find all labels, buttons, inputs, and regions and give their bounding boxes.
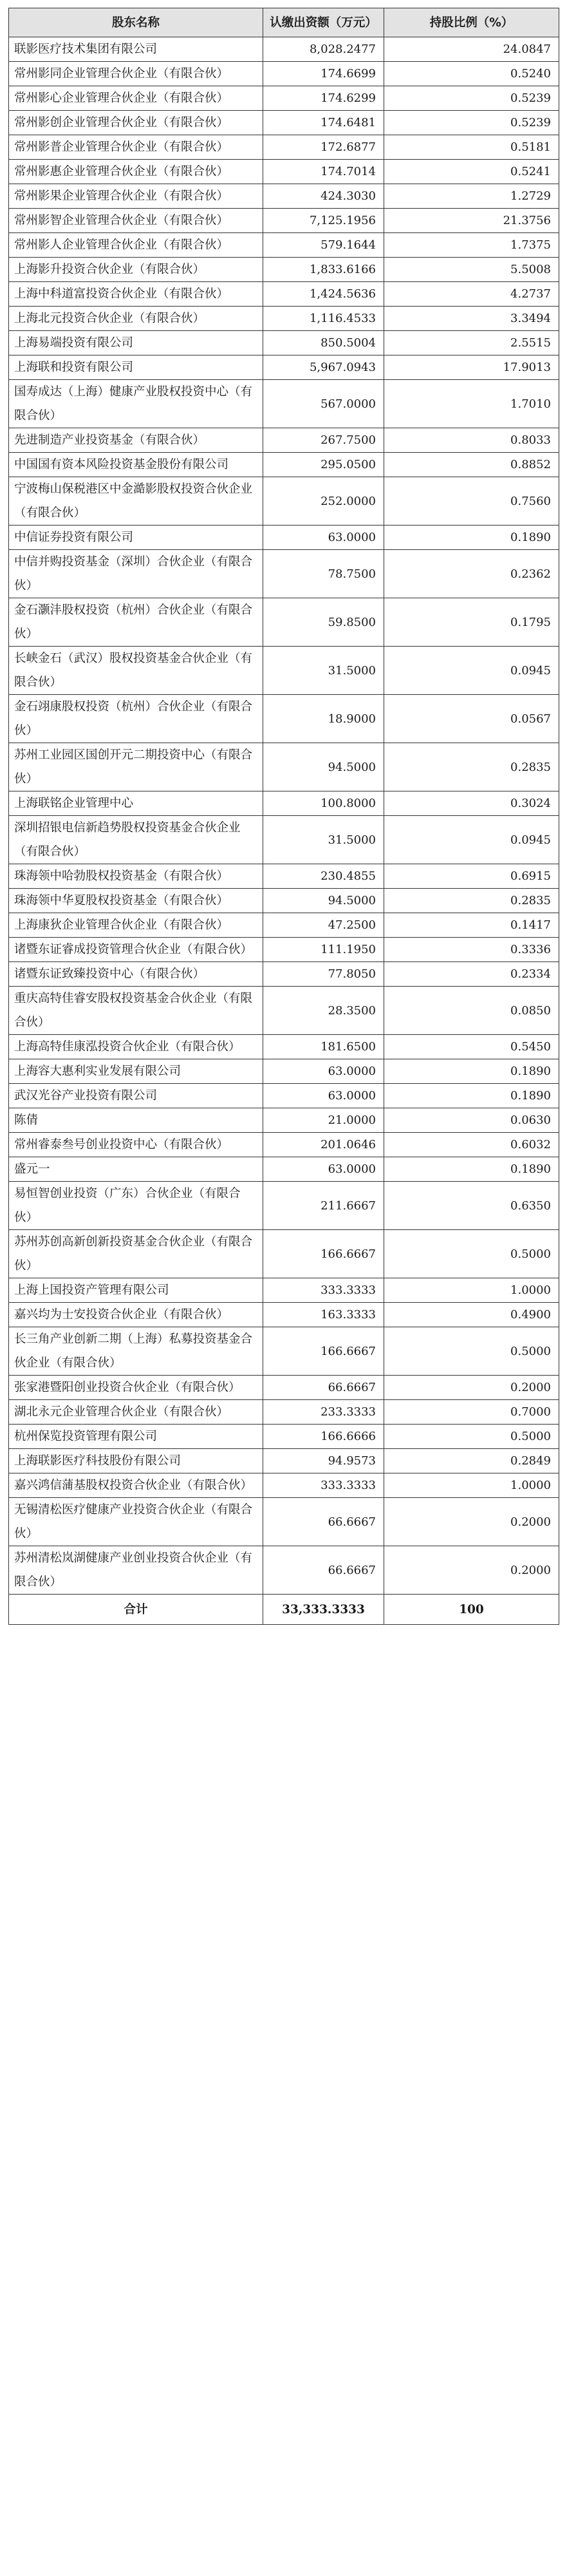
shareholder-name-cell: 常州影智企业管理合伙企业（有限合伙） [9, 209, 263, 233]
shareholder-name-cell: 深圳招银电信新趋势股权投资基金合伙企业（有限合伙） [9, 816, 263, 864]
subscribed-capital-cell: 252.0000 [263, 477, 384, 526]
table-row [9, 62, 559, 86]
shareholder-name-cell: 珠海领中哈勃股权投资基金（有限合伙） [9, 864, 263, 889]
table-row [9, 37, 559, 62]
subscribed-capital-cell: 77.8050 [263, 962, 384, 987]
subscribed-capital-cell: 181.6500 [263, 1035, 384, 1059]
shareholder-name-cell: 常州影人企业管理合伙企业（有限合伙） [9, 233, 263, 258]
table-row [9, 1157, 559, 1182]
shareholding-ratio-cell: 0.2835 [384, 743, 559, 791]
shareholding-ratio-cell: 1.7010 [384, 380, 559, 428]
shareholder-name-cell: 常州影惠企业管理合伙企业（有限合伙） [9, 160, 263, 184]
table-row [9, 233, 559, 258]
subscribed-capital-cell: 31.5000 [263, 647, 384, 695]
table-row [9, 791, 559, 816]
shareholder-name-cell: 上海联和投资有限公司 [9, 355, 263, 380]
shareholder-name-cell: 盛元一 [9, 1157, 263, 1182]
shareholding-ratio-cell: 0.5240 [384, 62, 559, 86]
shareholding-ratio-cell: 0.2334 [384, 962, 559, 987]
table-row [9, 1108, 559, 1133]
shareholder-name-cell: 常州影心企业管理合伙企业（有限合伙） [9, 86, 263, 111]
table-row [9, 282, 559, 307]
subscribed-capital-cell: 174.6481 [263, 111, 384, 135]
shareholding-ratio-cell: 0.1890 [384, 526, 559, 550]
table-row [9, 1546, 559, 1595]
shareholder-name-cell: 常州影同企业管理合伙企业（有限合伙） [9, 62, 263, 86]
table-total-row [9, 1595, 559, 1625]
table-row [9, 1278, 559, 1303]
shareholder-name-cell: 常州影普企业管理合伙企业（有限合伙） [9, 135, 263, 160]
shareholder-name-cell: 上海康狄企业管理合伙企业（有限合伙） [9, 913, 263, 938]
shareholding-ratio-cell: 21.3756 [384, 209, 559, 233]
shareholder-name-cell: 中国国有资本风险投资基金股份有限公司 [9, 453, 263, 477]
shareholder-name-cell: 金石翊康股权投资（杭州）合伙企业（有限合伙） [9, 695, 263, 743]
table-row [9, 428, 559, 453]
subscribed-capital-cell: 163.3333 [263, 1303, 384, 1327]
shareholder-name-cell: 常州影果企业管理合伙企业（有限合伙） [9, 184, 263, 209]
subscribed-capital-cell: 63.0000 [263, 1157, 384, 1182]
shareholder-name-cell: 中信证券投资有限公司 [9, 526, 263, 550]
shareholding-ratio-cell: 0.8033 [384, 428, 559, 453]
subscribed-capital-cell: 63.0000 [263, 526, 384, 550]
subscribed-capital-cell: 94.5000 [263, 743, 384, 791]
table-row [9, 477, 559, 526]
shareholding-ratio-cell: 0.5000 [384, 1425, 559, 1449]
shareholding-ratio-cell: 0.0945 [384, 816, 559, 864]
table-row [9, 355, 559, 380]
table-row [9, 938, 559, 962]
shareholding-ratio-cell: 0.1890 [384, 1084, 559, 1108]
table-row [9, 962, 559, 987]
subscribed-capital-cell: 233.3333 [263, 1400, 384, 1425]
shareholding-ratio-cell: 0.2000 [384, 1376, 559, 1400]
subscribed-capital-cell: 579.1644 [263, 233, 384, 258]
subscribed-capital-cell: 850.5004 [263, 331, 384, 355]
table-row [9, 550, 559, 598]
shareholding-ratio-cell: 0.3336 [384, 938, 559, 962]
subscribed-capital-cell: 166.6667 [263, 1230, 384, 1278]
table-row [9, 1084, 559, 1108]
table-row [9, 1449, 559, 1473]
table-row [9, 453, 559, 477]
subscribed-capital-cell: 174.6699 [263, 62, 384, 86]
table-row [9, 526, 559, 550]
shareholding-ratio-cell: 0.6350 [384, 1182, 559, 1230]
subscribed-capital-cell: 8,028.2477 [263, 37, 384, 62]
shareholder-name-cell: 陈倩 [9, 1108, 263, 1133]
shareholding-ratio-cell: 1.7375 [384, 233, 559, 258]
subscribed-capital-cell: 295.0500 [263, 453, 384, 477]
shareholding-ratio-cell: 0.2835 [384, 889, 559, 913]
shareholding-ratio-cell: 4.2737 [384, 282, 559, 307]
table-row [9, 987, 559, 1035]
header-shareholding-ratio: 持股比例（%） [384, 8, 559, 37]
subscribed-capital-cell: 211.6667 [263, 1182, 384, 1230]
shareholder-name-cell: 杭州保览投资管理有限公司 [9, 1425, 263, 1449]
table-row [9, 598, 559, 647]
table-header-row [9, 8, 559, 37]
shareholding-ratio-cell: 0.6915 [384, 864, 559, 889]
table-row [9, 331, 559, 355]
shareholder-name-cell: 上海联铭企业管理中心 [9, 791, 263, 816]
total-label: 合计 [9, 1595, 263, 1625]
shareholding-ratio-cell: 0.2000 [384, 1546, 559, 1595]
shareholding-ratio-cell: 0.2362 [384, 550, 559, 598]
subscribed-capital-cell: 333.3333 [263, 1278, 384, 1303]
subscribed-capital-cell: 1,116.4533 [263, 307, 384, 331]
table-row [9, 209, 559, 233]
table-row [9, 258, 559, 282]
shareholder-name-cell: 常州影创企业管理合伙企业（有限合伙） [9, 111, 263, 135]
shareholder-name-cell: 中信并购投资基金（深圳）合伙企业（有限合伙） [9, 550, 263, 598]
shareholder-name-cell: 苏州工业园区国创开元二期投资中心（有限合伙） [9, 743, 263, 791]
table-row [9, 1059, 559, 1084]
shareholding-ratio-cell: 0.0567 [384, 695, 559, 743]
shareholding-ratio-cell: 0.0945 [384, 647, 559, 695]
table-row [9, 1400, 559, 1425]
shareholder-name-cell: 张家港暨阳创业投资合伙企业（有限合伙） [9, 1376, 263, 1400]
table-row [9, 380, 559, 428]
shareholding-ratio-cell: 1.2729 [384, 184, 559, 209]
shareholding-ratio-cell: 1.0000 [384, 1278, 559, 1303]
subscribed-capital-cell: 66.6667 [263, 1546, 384, 1595]
subscribed-capital-cell: 47.2500 [263, 913, 384, 938]
shareholding-ratio-cell: 0.4900 [384, 1303, 559, 1327]
subscribed-capital-cell: 172.6877 [263, 135, 384, 160]
table-row [9, 816, 559, 864]
subscribed-capital-cell: 18.9000 [263, 695, 384, 743]
shareholder-name-cell: 金石灏沣股权投资（杭州）合伙企业（有限合伙） [9, 598, 263, 647]
shareholder-name-cell: 长峡金石（武汉）股权投资基金合伙企业（有限合伙） [9, 647, 263, 695]
shareholder-name-cell: 苏州苏创高新创新投资基金合伙企业（有限合伙） [9, 1230, 263, 1278]
table-row [9, 1376, 559, 1400]
header-subscribed-capital: 认缴出资额（万元） [263, 8, 384, 37]
shareholding-ratio-cell: 0.1417 [384, 913, 559, 938]
shareholder-name-cell: 国寿成达（上海）健康产业股权投资中心（有限合伙） [9, 380, 263, 428]
shareholder-name-cell: 常州睿泰叁号创业投资中心（有限合伙） [9, 1133, 263, 1157]
shareholding-ratio-cell: 0.5239 [384, 111, 559, 135]
subscribed-capital-cell: 94.5000 [263, 889, 384, 913]
subscribed-capital-cell: 333.3333 [263, 1473, 384, 1498]
shareholding-ratio-cell: 0.2000 [384, 1498, 559, 1546]
subscribed-capital-cell: 94.9573 [263, 1449, 384, 1473]
table-row [9, 111, 559, 135]
table-row [9, 307, 559, 331]
table-row [9, 160, 559, 184]
shareholder-name-cell: 苏州清松岚湖健康产业创业投资合伙企业（有限合伙） [9, 1546, 263, 1595]
table-row [9, 1327, 559, 1376]
subscribed-capital-cell: 66.6667 [263, 1376, 384, 1400]
table-row [9, 647, 559, 695]
shareholder-name-cell: 易恒智创业投资（广东）合伙企业（有限合伙） [9, 1182, 263, 1230]
subscribed-capital-cell: 63.0000 [263, 1084, 384, 1108]
shareholder-name-cell: 上海北元投资合伙企业（有限合伙） [9, 307, 263, 331]
shareholding-ratio-cell: 0.5239 [384, 86, 559, 111]
shareholder-name-cell: 嘉兴鸿信蒲基股权投资合伙企业（有限合伙） [9, 1473, 263, 1498]
subscribed-capital-cell: 424.3030 [263, 184, 384, 209]
shareholder-name-cell: 嘉兴均为士安投资合伙企业（有限合伙） [9, 1303, 263, 1327]
table-row [9, 695, 559, 743]
table-row [9, 184, 559, 209]
shareholding-ratio-cell: 0.0850 [384, 987, 559, 1035]
subscribed-capital-cell: 63.0000 [263, 1059, 384, 1084]
shareholding-ratio-cell: 0.1890 [384, 1059, 559, 1084]
subscribed-capital-cell: 111.1950 [263, 938, 384, 962]
total-ratio: 100 [384, 1595, 559, 1625]
shareholding-ratio-cell: 24.0847 [384, 37, 559, 62]
shareholding-ratio-cell: 0.5000 [384, 1230, 559, 1278]
shareholding-ratio-cell: 0.7000 [384, 1400, 559, 1425]
shareholder-name-cell: 诸暨东证致臻投资中心（有限合伙） [9, 962, 263, 987]
subscribed-capital-cell: 567.0000 [263, 380, 384, 428]
shareholder-name-cell: 长三角产业创新二期（上海）私募投资基金合伙企业（有限合伙） [9, 1327, 263, 1376]
subscribed-capital-cell: 201.0646 [263, 1133, 384, 1157]
shareholding-ratio-cell: 0.7560 [384, 477, 559, 526]
table-body [9, 37, 559, 1595]
shareholding-ratio-cell: 0.3024 [384, 791, 559, 816]
table-row [9, 1473, 559, 1498]
shareholder-name-cell: 上海影升投资合伙企业（有限合伙） [9, 258, 263, 282]
shareholder-name-cell: 珠海领中华夏股权投资基金（有限合伙） [9, 889, 263, 913]
shareholding-ratio-cell: 0.2849 [384, 1449, 559, 1473]
table-row [9, 1035, 559, 1059]
subscribed-capital-cell: 166.6667 [263, 1327, 384, 1376]
shareholder-name-cell: 上海上国投资产管理有限公司 [9, 1278, 263, 1303]
subscribed-capital-cell: 28.3500 [263, 987, 384, 1035]
header-shareholder-name: 股东名称 [9, 8, 263, 37]
subscribed-capital-cell: 59.8500 [263, 598, 384, 647]
shareholding-ratio-cell: 0.8852 [384, 453, 559, 477]
shareholder-name-cell: 上海高特佳康泓投资合伙企业（有限合伙） [9, 1035, 263, 1059]
shareholding-ratio-cell: 0.1890 [384, 1157, 559, 1182]
subscribed-capital-cell: 1,424.5636 [263, 282, 384, 307]
subscribed-capital-cell: 21.0000 [263, 1108, 384, 1133]
subscribed-capital-cell: 78.7500 [263, 550, 384, 598]
shareholding-ratio-cell: 0.5181 [384, 135, 559, 160]
shareholder-name-cell: 上海联影医疗科技股份有限公司 [9, 1449, 263, 1473]
shareholding-ratio-cell: 2.5515 [384, 331, 559, 355]
shareholder-name-cell: 湖北永元企业管理合伙企业（有限合伙） [9, 1400, 263, 1425]
table-row [9, 1498, 559, 1546]
shareholder-name-cell: 重庆高特佳睿安股权投资基金合伙企业（有限合伙） [9, 987, 263, 1035]
shareholding-ratio-cell: 0.0630 [384, 1108, 559, 1133]
shareholder-name-cell: 武汉光谷产业投资有限公司 [9, 1084, 263, 1108]
shareholder-name-cell: 先进制造产业投资基金（有限合伙） [9, 428, 263, 453]
table-row [9, 86, 559, 111]
shareholder-name-cell: 宁波梅山保税港区中金澔影股权投资合伙企业（有限合伙） [9, 477, 263, 526]
shareholder-name-cell: 无锡清松医疗健康产业投资合伙企业（有限合伙） [9, 1498, 263, 1546]
subscribed-capital-cell: 174.6299 [263, 86, 384, 111]
shareholding-ratio-cell: 0.6032 [384, 1133, 559, 1157]
shareholding-ratio-cell: 0.5450 [384, 1035, 559, 1059]
subscribed-capital-cell: 31.5000 [263, 816, 384, 864]
shareholder-table [8, 8, 559, 1625]
subscribed-capital-cell: 174.7014 [263, 160, 384, 184]
table-row [9, 1182, 559, 1230]
shareholding-ratio-cell: 3.3494 [384, 307, 559, 331]
table-row [9, 135, 559, 160]
shareholding-ratio-cell: 17.9013 [384, 355, 559, 380]
subscribed-capital-cell: 166.6666 [263, 1425, 384, 1449]
table-row [9, 889, 559, 913]
table-row [9, 1303, 559, 1327]
shareholder-name-cell: 上海易端投资有限公司 [9, 331, 263, 355]
subscribed-capital-cell: 230.4855 [263, 864, 384, 889]
subscribed-capital-cell: 100.8000 [263, 791, 384, 816]
shareholder-name-cell: 诸暨东证睿成投资管理合伙企业（有限合伙） [9, 938, 263, 962]
subscribed-capital-cell: 7,125.1956 [263, 209, 384, 233]
subscribed-capital-cell: 267.7500 [263, 428, 384, 453]
shareholder-name-cell: 上海容大惠利实业发展有限公司 [9, 1059, 263, 1084]
shareholder-name-cell: 上海中科道富投资合伙企业（有限合伙） [9, 282, 263, 307]
table-row [9, 913, 559, 938]
shareholding-ratio-cell: 0.5241 [384, 160, 559, 184]
subscribed-capital-cell: 1,833.6166 [263, 258, 384, 282]
shareholding-ratio-cell: 5.5008 [384, 258, 559, 282]
table-row [9, 864, 559, 889]
total-capital: 33,333.3333 [263, 1595, 384, 1625]
shareholding-ratio-cell: 0.5000 [384, 1327, 559, 1376]
table-row [9, 743, 559, 791]
subscribed-capital-cell: 5,967.0943 [263, 355, 384, 380]
table-row [9, 1133, 559, 1157]
table-row [9, 1425, 559, 1449]
shareholder-name-cell: 联影医疗技术集团有限公司 [9, 37, 263, 62]
table-row [9, 1230, 559, 1278]
subscribed-capital-cell: 66.6667 [263, 1498, 384, 1546]
shareholding-ratio-cell: 1.0000 [384, 1473, 559, 1498]
shareholding-ratio-cell: 0.1795 [384, 598, 559, 647]
